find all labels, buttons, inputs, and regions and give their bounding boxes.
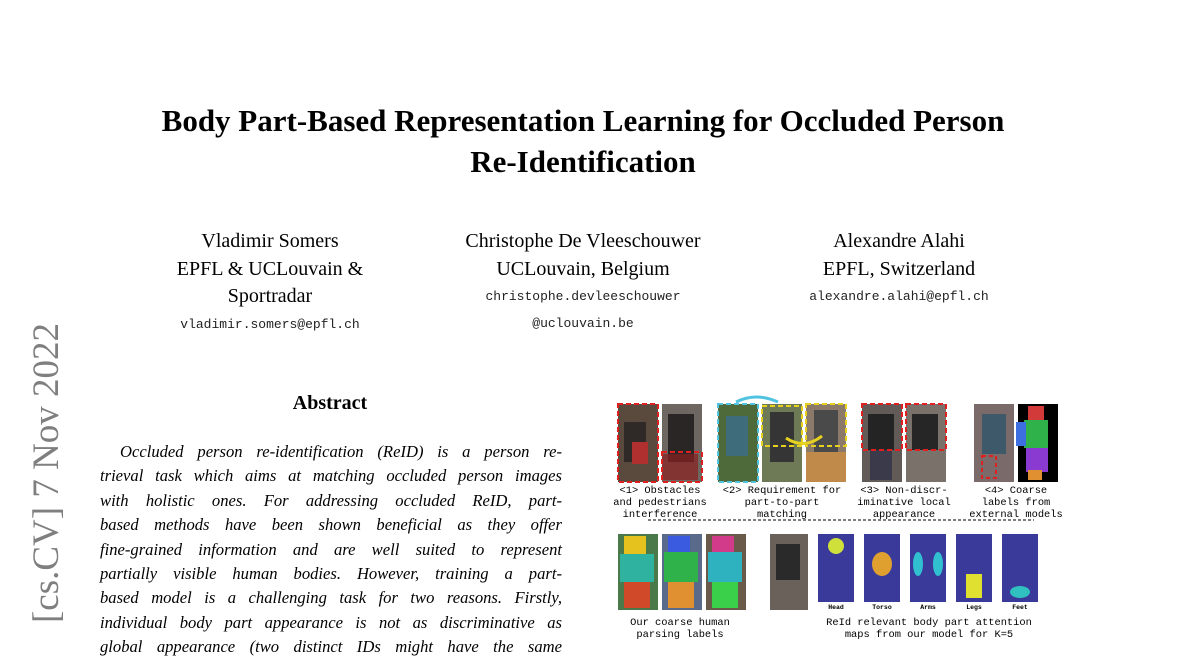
author-name: Christophe De Vleeschouwer	[465, 230, 701, 252]
part-label-head: Head	[828, 604, 844, 611]
abstract-line: partially visible human bodies. However, training a part-	[100, 564, 562, 584]
title-line-2: Re-Identification	[470, 144, 696, 179]
panel-4-photos	[974, 404, 1058, 482]
abstract-line: global appearance (two distinct IDs might have the same	[100, 637, 562, 657]
abstract-line: with holistic ones. For addressing occluded ReID, part-	[100, 490, 562, 510]
author-email: alexandre.alahi@epfl.ch	[809, 289, 989, 304]
author-affiliation: Sportradar	[227, 285, 313, 307]
abstract-line: based model is a challenging task for two reasons. Firstly,	[100, 588, 562, 608]
abstract-heading: Abstract	[292, 392, 368, 414]
caption-panel-4: <4> Coarse labels from external models	[969, 485, 1063, 521]
caption-parsing-labels: Our coarse human parsing labels	[630, 617, 730, 641]
author-name: Alexandre Alahi	[833, 230, 965, 252]
abstract-line: individual body part appearance is not as discriminative as	[100, 612, 562, 632]
part-label-torso: Torso	[872, 604, 892, 611]
arxiv-stamp: [cs.CV] 7 Nov 2022	[26, 322, 67, 624]
abstract-line: fine-grained information and are well suited to represent	[100, 539, 562, 559]
author-email: vladimir.somers@epfl.ch	[180, 316, 360, 332]
abstract-line: based methods have been shown beneficial as they offer	[100, 515, 562, 535]
abstract-text	[100, 440, 562, 660]
panel-1-photos	[618, 404, 702, 482]
part-label-legs: Legs	[966, 604, 982, 611]
panel-2-photos	[718, 397, 846, 482]
abstract-line: Occluded person re-identification (ReID) is a person re-	[120, 442, 562, 461]
part-label-arms: Arms	[920, 604, 936, 611]
abstract-line: trieval task which aims at matching occluded person images	[100, 466, 562, 486]
author-block-3	[766, 228, 1032, 311]
attention-map-photos	[770, 534, 1038, 610]
author-affiliation: EPFL, Switzerland	[822, 257, 976, 280]
author-block-2	[433, 228, 733, 337]
author-affiliation: EPFL & UCLouvain &	[176, 257, 364, 280]
author-email: @uclouvain.be	[532, 316, 634, 331]
teaser-figure	[604, 392, 1074, 648]
caption-panel-1: <1> Obstacles and pedestrians interference	[613, 485, 707, 521]
caption-panel-2: <2> Requirement for part-to-part matching	[722, 485, 842, 521]
author-affiliation: UCLouvain, Belgium	[496, 257, 670, 280]
caption-attention-maps: ReId relevant body part attention maps from our model for K=5	[826, 617, 1032, 641]
panel-3-photos	[862, 404, 946, 482]
part-label-feet: Feet	[1012, 604, 1028, 611]
author-block-1	[140, 228, 400, 339]
paper-title	[60, 100, 1106, 182]
author-name: Vladimir Somers	[201, 230, 339, 252]
caption-panel-3: <3> Non-discr- iminative local appearance	[857, 485, 951, 521]
title-line-1: Body Part-Based Representation Learning for Occluded Person	[161, 103, 1005, 138]
parsing-overlay-photos	[618, 534, 746, 610]
author-email: christophe.devleeschouwer	[485, 289, 681, 304]
